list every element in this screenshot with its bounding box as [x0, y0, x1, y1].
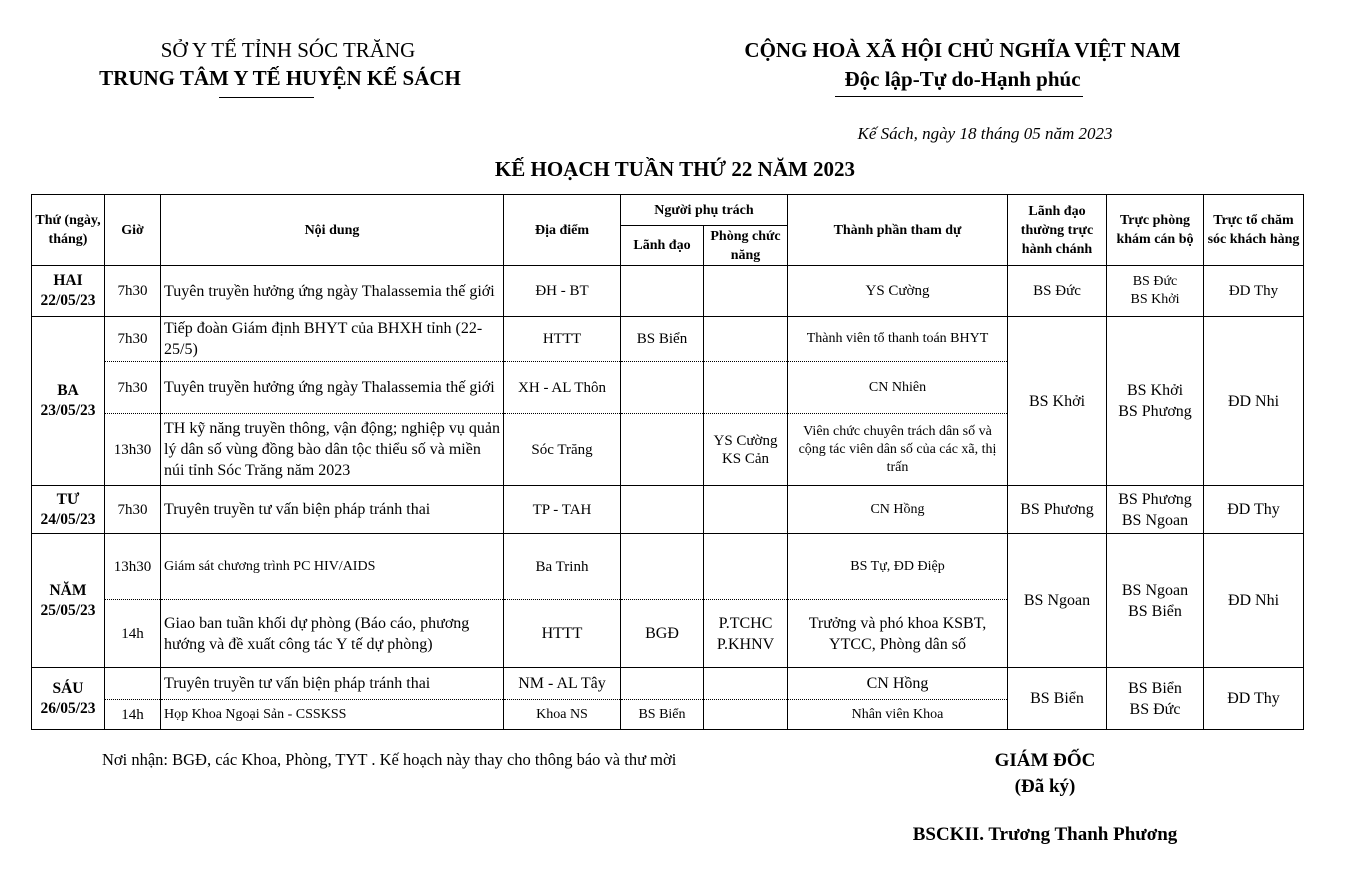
content-cell: Giao ban tuần khối dự phòng (Báo cáo, phương hướng và đề xuất công tác Y tế dự phòng) — [161, 600, 504, 668]
admin-duty-leader-cell: BS Đức — [1008, 266, 1107, 317]
customer-care-duty-cell: ĐD Thy — [1204, 486, 1304, 534]
staff-clinic-duty-cell: BS Ngoan BS Biển — [1107, 534, 1204, 668]
participants-cell: Thành viên tổ thanh toán BHYT — [788, 317, 1008, 362]
signer-name: BSCKII. Trương Thanh Phương — [912, 824, 1178, 845]
department-cell — [704, 700, 788, 730]
admin-duty-leader-cell: BS Biển — [1008, 668, 1107, 730]
department-cell — [704, 317, 788, 362]
time-cell: 7h30 — [105, 266, 161, 317]
participants-cell: CN Hồng — [788, 486, 1008, 534]
customer-care-duty-cell: ĐD Nhi — [1204, 317, 1304, 486]
time-cell: 13h30 — [105, 414, 161, 486]
leader-cell — [621, 266, 704, 317]
participants-cell: Viên chức chuyên trách dân số và cộng tác viên dân số của các xã, thị trấn — [788, 414, 1008, 486]
day-cell: SÁU 26/05/23 — [32, 668, 105, 730]
department-cell: YS Cường KS Cản — [704, 414, 788, 486]
content-cell: TH kỹ năng truyền thông, vận động; nghiệp vụ quản lý dân số vùng đồng bào dân tộc thiểu số và miền núi tỉnh Sóc Trăng năm 2023 — [161, 414, 504, 486]
customer-care-duty-cell: ĐD Thy — [1204, 668, 1304, 730]
weekly-plan-table — [31, 194, 1304, 730]
department-cell — [704, 266, 788, 317]
header-staff-clinic-duty: Trực phòng khám cán bộ — [1107, 195, 1204, 266]
location-cell: HTTT — [504, 600, 621, 668]
header-customer-care-duty: Trực tổ chăm sóc khách hàng — [1204, 195, 1304, 266]
content-cell: Tuyên truyền hưởng ứng ngày Thalassemia thế giới — [161, 362, 504, 414]
admin-duty-leader-cell: BS Phương — [1008, 486, 1107, 534]
time-cell: 14h — [105, 600, 161, 668]
location-cell: HTTT — [504, 317, 621, 362]
table-row — [32, 486, 1304, 534]
recipients-note: Nơi nhận: BGĐ, các Khoa, Phòng, TYT . Kế hoạch này thay cho thông báo và thư mời — [102, 750, 677, 769]
location-cell: NM - AL Tây — [504, 668, 621, 700]
header-person-in-charge: Người phụ trách — [621, 195, 788, 226]
day-cell: TƯ 24/05/23 — [32, 486, 105, 534]
header-content: Nội dung — [161, 195, 504, 266]
customer-care-duty-cell: ĐD Nhi — [1204, 534, 1304, 668]
table-row — [32, 668, 1304, 700]
table-row — [32, 534, 1304, 600]
staff-clinic-duty-cell: BS Khởi BS Phương — [1107, 317, 1204, 486]
header-admin-duty-leader: Lãnh đạo thường trực hành chánh — [1008, 195, 1107, 266]
department-of-health-name: SỞ Y TẾ TỈNH SÓC TRĂNG — [160, 38, 416, 62]
content-cell: Giám sát chương trình PC HIV/AIDS — [161, 534, 504, 600]
header-participants: Thành phần tham dự — [788, 195, 1008, 266]
leader-cell: BS Biển — [621, 317, 704, 362]
leader-cell — [621, 486, 704, 534]
signer-title: GIÁM ĐỐC — [994, 750, 1096, 771]
time-cell: 14h — [105, 700, 161, 730]
time-cell — [105, 668, 161, 700]
admin-duty-leader-cell: BS Ngoan — [1008, 534, 1107, 668]
time-cell: 7h30 — [105, 486, 161, 534]
location-cell: XH - AL Thôn — [504, 362, 621, 414]
time-cell: 13h30 — [105, 534, 161, 600]
admin-duty-leader-cell: BS Khởi — [1008, 317, 1107, 486]
leader-cell — [621, 414, 704, 486]
content-cell: Truyên truyền tư vấn biện pháp tránh thai — [161, 668, 504, 700]
customer-care-duty-cell: ĐD Thy — [1204, 266, 1304, 317]
national-motto: Độc lập-Tự do-Hạnh phúc — [844, 67, 1081, 91]
staff-clinic-duty-cell: BS Biển BS Đức — [1107, 668, 1204, 730]
time-cell: 7h30 — [105, 362, 161, 414]
staff-clinic-duty-cell: BS Đức BS Khởi — [1107, 266, 1204, 317]
day-cell: BA 23/05/23 — [32, 317, 105, 486]
header-right-underline — [835, 96, 1083, 97]
participants-cell: CN Nhiên — [788, 362, 1008, 414]
leader-cell — [621, 668, 704, 700]
location-cell: Khoa NS — [504, 700, 621, 730]
location-cell: Sóc Trăng — [504, 414, 621, 486]
location-cell: Ba Trinh — [504, 534, 621, 600]
participants-cell: BS Tự, ĐD Điệp — [788, 534, 1008, 600]
header-day: Thứ (ngày, tháng) — [32, 195, 105, 266]
table-row — [32, 317, 1304, 362]
location-cell: ĐH - BT — [504, 266, 621, 317]
header-left-underline — [219, 97, 314, 98]
content-cell: Tuyên truyền hưởng ứng ngày Thalassemia thế giới — [161, 266, 504, 317]
leader-cell: BS Biển — [621, 700, 704, 730]
department-cell — [704, 486, 788, 534]
content-cell: Truyên truyền tư vấn biện pháp tránh thai — [161, 486, 504, 534]
day-cell: NĂM 25/05/23 — [32, 534, 105, 668]
health-center-name: TRUNG TÂM Y TẾ HUYỆN KẾ SÁCH — [99, 66, 461, 90]
participants-cell: Nhân viên Khoa — [788, 700, 1008, 730]
signed-note: (Đã ký) — [1014, 776, 1076, 797]
leader-cell — [621, 362, 704, 414]
location-cell: TP - TAH — [504, 486, 621, 534]
header-department: Phòng chức năng — [704, 226, 788, 266]
staff-clinic-duty-cell: BS Phương BS Ngoan — [1107, 486, 1204, 534]
header-leader: Lãnh đạo — [621, 226, 704, 266]
participants-cell: Trưởng và phó khoa KSBT, YTCC, Phòng dân số — [788, 600, 1008, 668]
participants-cell: YS Cường — [788, 266, 1008, 317]
leader-cell — [621, 534, 704, 600]
department-cell — [704, 668, 788, 700]
header-time: Giờ — [105, 195, 161, 266]
department-cell — [704, 534, 788, 600]
national-title: CỘNG HOÀ XÃ HỘI CHỦ NGHĨA VIỆT NAM — [744, 38, 1181, 62]
content-cell: Tiếp đoàn Giám định BHYT của BHXH tỉnh (22-25/5) — [161, 317, 504, 362]
content-cell: Họp Khoa Ngoại Sản - CSSKSS — [161, 700, 504, 730]
department-cell: P.TCHC P.KHNV — [704, 600, 788, 668]
department-cell — [704, 362, 788, 414]
table-row — [32, 266, 1304, 317]
participants-cell: CN Hồng — [788, 668, 1008, 700]
header-location: Địa điểm — [504, 195, 621, 266]
time-cell: 7h30 — [105, 317, 161, 362]
document-date: Kế Sách, ngày 18 tháng 05 năm 2023 — [857, 124, 1113, 143]
leader-cell: BGĐ — [621, 600, 704, 668]
day-cell: HAI 22/05/23 — [32, 266, 105, 317]
page-title: KẾ HOẠCH TUẦN THỨ 22 NĂM 2023 — [494, 157, 856, 181]
